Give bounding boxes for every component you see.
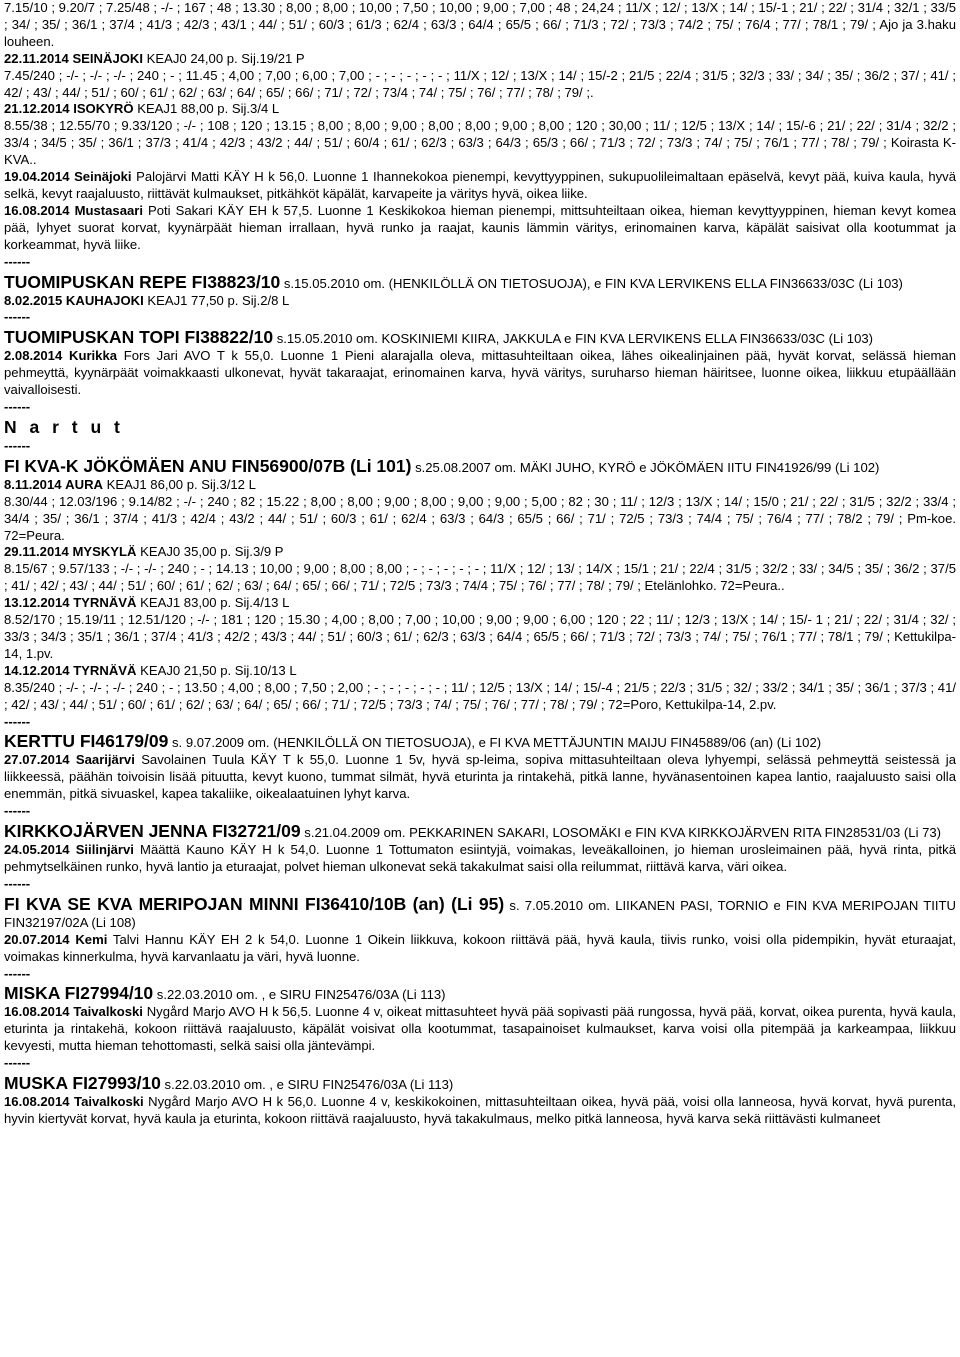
show-place: Taivalkoski: [73, 1004, 143, 1020]
event-date: 22.11.2014: [4, 50, 69, 66]
separator: ------: [4, 713, 31, 729]
show-entry: [4, 169, 956, 203]
event-place: AURA: [65, 476, 103, 492]
dog-header: [4, 1072, 956, 1094]
show-critique: . Luonne 1 5v, hyvä sp-leima, sopiva mittasuhteiltaan oleva lyhyempi, selässä pehmeyttä seistessä ja liikkeessä, päähän toivoisin lisää pituutta, kevyt kuono, tummat silmät, hyvä eturinta ja rintakehä, pitkä lanne, hyvänasentoinen kapea lantio, raajaluusto saisi olla enemmän, pitkä sivuaskel, kapea takaliike, oikealaatuinen lyhyt karva.: [4, 752, 956, 802]
separator: ------: [4, 399, 31, 415]
event-details: KEAJ1 77,50 p. Sij.2/8 L: [143, 292, 290, 308]
show-date: 27.07.2014: [4, 752, 70, 768]
separator: ------: [4, 253, 31, 269]
dog-pedigree: s.25.08.2007 om. MÄKI JUHO, KYRÖ e JÖKÖMÄEN IITU FIN41926/99 (Li 102): [411, 459, 880, 475]
show-judge: Nygård Marjo AVO H k 56,5: [142, 1004, 308, 1020]
show-critique: . Luonne 1 Oikein liikkuva, kokoon riittävä pää, hyvä kaula, tiivis runko, voisi olla pidempikin, hyvät eturaajat, voimakas kinnerkulma, hyvä karvanlaatu ja väri, hyvä luonne.: [4, 931, 956, 964]
results-line: 8.35/240 ; -/- ; -/- ; -/- ; 240 ; - ; 13.50 ; 4,00 ; 8,00 ; 7,50 ; 2,00 ; - ; - ; - ; - ; - ; 11/ ; 12/5 ; 13/X ; 14/ ; 15/-4 ; 21/5 ; 22/3 ; 31/5 ; 32/ ; 33/2 ; 34/1 ; 35/ ; 36/1 ; 37/3 ; 41/ ; 42/ ; 43/ ; 44/ ; 51/ ; 60/ ; 61/ ; 62/ ; 63/ ; 64/ ; 65/ ; 66/ ; 71/ ; 72/5 ; 73/3 ; 74/ ; 75/ ; 76/ ; 77/ ; 78/ ; 79/ ; 72=Poro, Kettukilpa-14, 2.pv.: [4, 679, 956, 712]
event-place: TYRNÄVÄ: [73, 595, 137, 611]
dog-pedigree: s.15.05.2010 om. KOSKINIEMI KIIRA, JAKKULA e FIN KVA LERVIKENS ELLA FIN36633/03C (Li 103): [273, 331, 873, 347]
show-judge: Fors Jari AVO T k 55,0: [117, 348, 271, 364]
event-place: TYRNÄVÄ: [73, 662, 137, 678]
show-entry: [4, 842, 956, 876]
show-judge: Määttä Kauno KÄY H k 54,0: [133, 842, 317, 858]
event-place: KAUHAJOKI: [65, 292, 144, 308]
show-date: 24.05.2014: [4, 842, 70, 858]
show-entry: [4, 1094, 956, 1128]
event-date: 8.11.2014: [4, 476, 62, 492]
show-critique: . Luonne 1 Keskikokoa hieman pienempi, mittsuhteiltaan oikea, hieman kevyttyyppinen, hieman kevyt komea pää, lyhyet suorat korvat, kyynärpäät hieman irrallaan, hyvä runko ja raajat, kaunis lämmin väritys, erinomainen karva, käpälät saisivat olla kootummat ja korkeammat, hyvä liike.: [4, 202, 956, 252]
dog-header: [4, 455, 956, 477]
show-date: 20.07.2014: [4, 931, 70, 947]
show-place: Siilinjärvi: [75, 842, 134, 858]
results-line: 8.55/38 ; 12.55/70 ; 9.33/120 ; -/- ; 108 ; 120 ; 13.15 ; 8,00 ; 8,00 ; 9,00 ; 8,00 ; 8,00 ; 9,00 ; 8,00 ; 120 ; 30,00 ; 11/ ; 12/5 ; 13/X ; 14/ ; 15/-6 ; 21/ ; 22/ ; 31/4 ; 32/2 ; 33/4 ; 34/5 ; 35/ ; 36/1 ; 37/3 ; 41/4 ; 42/3 ; 43/2 ; 44/ ; 51/ ; 60/4 ; 61/ ; 62/3 ; 63/3 ; 64/3 ; 65/3 ; 66/ ; 71/3 ; 72/ ; 73/3 ; 74/ ; 75/ ; 76/1 ; 77/ ; 78/ ; 79/ ; Koirasta K-KVA..: [4, 118, 956, 168]
show-critique: . Luonne 4 v, oikeat mittasuhteet hyvä pää sopivasti pää rungossa, hyvä pää, korvat, oikea purenta, hyvä kaula, eturinta ja rintakehä, kokoon riittävä raajaluusto, käpälät voisivat olla kootummat, tasapainoiset kulmaukset, karva voisi olla pitempää ja karkeampaa, liikkuu kevyesti, mutta hieman tehottomasti, selkä saisi olla jäntevämpi.: [4, 1004, 956, 1054]
show-critique: . Luonne 4 v, keskikokoinen, mittasuhteiltaan oikea, hyvä pää, voisi olla lanneosa, hyvä korvat, hyvä purenta, hyvin kiertyvät korvat, hyvä kaula ja eturinta, kokoon riittävä raajaluusto, hyvä takakulmaus, melko pitkä lanneosa, hyvä karva sekä riittävästi kulmaneet: [4, 1094, 956, 1126]
dog-name: MISKA FI27994/10: [4, 983, 154, 1004]
show-place: Seinäjoki: [74, 169, 132, 185]
show-date: 2.08.2014: [4, 348, 63, 364]
show-place: Taivalkoski: [74, 1094, 144, 1110]
dog-pedigree: s.22.03.2010 om. , e SIRU FIN25476/03A (Li 113): [153, 987, 446, 1003]
event-date: 21.12.2014: [4, 101, 70, 117]
dog-pedigree: s. 9.07.2009 om. (HENKILÖLLÄ ON TIETOSUOJA), e FI KVA METTÄJUNTIN MAIJU FIN45889/06 (an) (Li 102): [168, 735, 822, 751]
show-critique: . Luonne 1 Tottumaton esiintyjä, voimakas, leveäkalloinen, jo hieman urosleimainen pää, hyvä rinta, pitkä pehmytselkäinen runko, hyvä lantio ja eturaajat, polvet hieman ulkonevat sekä takakulmat saisi olla reilummat, riittävä karva, väri oikea.: [4, 842, 956, 874]
event-details: KEAJ0 35,00 p. Sij.3/9 P: [136, 544, 284, 560]
event-line: [4, 595, 956, 612]
event-line: [4, 477, 956, 494]
dog-name: FI KVA-K JÖKÖMÄEN ANU FIN56900/07B (Li 101): [4, 455, 412, 476]
separator: ------: [4, 1055, 31, 1071]
dog-name: TUOMIPUSKAN TOPI FI38822/10: [4, 327, 274, 348]
section-title: N a r t u t: [4, 416, 124, 437]
results-line: 8.30/44 ; 12.03/196 ; 9.14/82 ; -/- ; 240 ; 82 ; 15.22 ; 8,00 ; 8,00 ; 9,00 ; 8,00 ; 9,00 ; 9,00 ; 5,00 ; 82 ; 30 ; 11/ ; 12/3 ; 13/X ; 14/ ; 15/0 ; 21/ ; 22/ ; 31/5 ; 32/2 ; 33/4 ; 34/4 ; 35/ ; 36/1 ; 37/4 ; 41/3 ; 42/4 ; 43/2 ; 44/ ; 51/ ; 60/3 ; 61/ ; 62/4 ; 63/3 ; 64/3 ; 65/5 ; 66/ ; 71/ ; 72/5 ; 73/3 ; 74/4 ; 75/ ; 76/4 ; 77/ ; 78/2 ; 79/ ; Pm-koe. 72=Peura.: [4, 493, 956, 543]
event-date: 13.12.2014: [4, 595, 70, 611]
event-details: KEAJ1 88,00 p. Sij.3/4 L: [133, 101, 280, 117]
separator: ------: [4, 437, 31, 453]
show-entry: [4, 348, 956, 399]
event-details: KEAJ1 86,00 p. Sij.3/12 L: [103, 476, 256, 492]
show-entry: [4, 932, 956, 966]
dog-name: FI KVA SE KVA MERIPOJAN MINNI FI36410/10B (an) (Li 95): [4, 893, 505, 914]
dog-header: [4, 730, 956, 752]
event-line: [4, 544, 956, 561]
results-line: 8.52/170 ; 15.19/11 ; 12.51/120 ; -/- ; 181 ; 120 ; 15.30 ; 4,00 ; 8,00 ; 7,00 ; 10,00 ; 9,00 ; 9,00 ; 6,00 ; 120 ; 22 ; 11/ ; 12/3 ; 13/X ; 14/ ; 15/- 1 ; 21/ ; 22/ ; 31/4 ; 32/ ; 33/3 ; 34/3 ; 35/1 ; 36/1 ; 37/4 ; 41/3 ; 42/2 ; 43/3 ; 44/ ; 51/ ; 60/3 ; 61/ ; 62/3 ; 63/3 ; 64/4 ; 65/5 ; 66/ ; 71/3 ; 72/ ; 73/3 ; 74/ ; 75/ ; 76/1 ; 77/ ; 78/1 ; 79/ ; Kettukilpa-14, 1.pv.: [4, 612, 956, 661]
dog-header: [4, 893, 956, 932]
dog-header: [4, 326, 956, 348]
event-details: KEAJ1 83,00 p. Sij.4/13 L: [136, 595, 290, 611]
dog-name: KERTTU FI46179/09: [4, 731, 169, 752]
show-judge: Poti Sakari KÄY EH k 57,5: [143, 202, 310, 218]
event-details: KEAJ0 24,00 p. Sij.19/21 P: [143, 50, 305, 66]
dog-pedigree: s.22.03.2010 om. , e SIRU FIN25476/03A (Li 113): [160, 1077, 454, 1093]
show-place: Kurikka: [68, 348, 118, 364]
dog-header: [4, 271, 956, 293]
event-line: [4, 663, 956, 680]
show-judge: Talvi Hannu KÄY EH 2 k 54,0: [107, 931, 296, 947]
show-date: 16.08.2014: [4, 1004, 70, 1020]
separator: ------: [4, 875, 31, 891]
event-line: [4, 293, 956, 310]
dog-pedigree: s.21.04.2009 om. PEKKARINEN SAKARI, LOSOMÄKI e FIN KVA KIRKKOJÄRVEN RITA FIN28531/03 (Li 73): [300, 825, 942, 841]
show-entry: [4, 752, 956, 803]
show-critique: . Luonne 1 Pieni alarajalla oleva, mittasuhteiltaan oikea, lähes oikealinjainen pää, hyvät korvat, selässä hieman pehmeyttä, kyynärpäät voimakkaasti ulkonevat, hyvät takaraajat, erinomainen karva, hyvä väritys, suruharso hieman häiritsee, luonne oikea, liikkuu etupäällään vaivalloisesti.: [4, 348, 956, 398]
show-judge: Savolainen Tuula KÄY T k 55,0: [134, 752, 336, 768]
event-place: SEINÄJOKI: [72, 50, 144, 66]
dog-pedigree: s. 7.05.2010 om. LIIKANEN PASI, TORNIO e FIN KVA MERIPOJAN TIITU FIN32197/02A (Li 108): [4, 897, 956, 930]
event-date: 14.12.2014: [4, 662, 70, 678]
show-date: 16.08.2014: [4, 202, 70, 218]
event-details: KEAJ0 21,50 p. Sij.10/13 L: [136, 662, 297, 678]
dog-name: KIRKKOJÄRVEN JENNA FI32721/09: [4, 821, 301, 842]
dog-header: [4, 982, 956, 1004]
show-judge: Palojärvi Matti KÄY H k 56,0: [131, 169, 305, 185]
show-date: 16.08.2014: [4, 1094, 70, 1110]
show-judge: Nygård Marjo AVO H k 56,0: [143, 1094, 314, 1110]
event-line: [4, 101, 956, 118]
event-place: MYSKYLÄ: [72, 544, 137, 560]
show-place: Kemi: [75, 931, 108, 947]
event-line: [4, 51, 956, 68]
dog-name: TUOMIPUSKAN REPE FI38823/10: [4, 271, 281, 292]
show-place: Mustasaari: [74, 202, 143, 218]
dog-name: MUSKA FI27993/10: [4, 1073, 161, 1094]
event-place: ISOKYRÖ: [73, 101, 134, 117]
show-critique: . Luonne 1 Ihannekokoa pienempi, kevyttyyppinen, sukupuolileimaltaan epäselvä, kevyt pää, kuiva kaula, hyvä selkä, kevyt raajaluusto, riittävät kulmaukset, pitkähköt käpälät, karvapeite ja väritys hyvä, oikea liike.: [4, 169, 956, 201]
results-line: 7.15/10 ; 9.20/7 ; 7.25/48 ; -/- ; 167 ; 48 ; 13.30 ; 8,00 ; 8,00 ; 10,00 ; 7,50 ; 10,00 ; 9,00 ; 7,00 ; 48 ; 24,24 ; 11/X ; 12/ ; 13/X ; 14/ ; 15/-1 ; 21/ ; 22/ ; 31/4 ; 32/1 ; 33/5 ; 34/ ; 35/ ; 36/1 ; 37/4 ; 41/3 ; 42/3 ; 43/1 ; 44/ ; 51/ ; 60/3 ; 61/3 ; 62/4 ; 63/3 ; 64/4 ; 65/5 ; 66/ ; 71/3 ; 72/ ; 73/3 ; 74/2 ; 75/ ; 76/4 ; 77/ ; 78/1 ; 79/ ; Ajo ja 3.haku louheen.: [4, 0, 956, 49]
dog-header: [4, 820, 956, 842]
show-place: Saarijärvi: [75, 752, 135, 768]
separator: ------: [4, 803, 31, 819]
show-date: 19.04.2014: [4, 169, 70, 185]
separator: ------: [4, 965, 31, 981]
results-line: 8.15/67 ; 9.57/133 ; -/- ; -/- ; 240 ; - ; 14.13 ; 10,00 ; 9,00 ; 8,00 ; 8,00 ; - ; - ; - ; - ; - ; 11/X ; 12/ ; 13/ ; 14/X ; 15/1 ; 21/ ; 22/4 ; 31/5 ; 32/2 ; 33/ ; 34/5 ; 35/ ; 36/2 ; 37/5 ; 41/ ; 42/ ; 43/ ; 44/ ; 51/ ; 60/ ; 61/ ; 62/ ; 63/ ; 64/ ; 65/ ; 66/ ; 71/ ; 72/5 ; 73/3 ; 74/4 ; 75/ ; 76/ ; 77/ ; 78/ ; 79/ ; Etelänlohko. 72=Peura..: [4, 561, 956, 594]
separator: ------: [4, 309, 31, 325]
dog-pedigree: s.15.05.2010 om. (HENKILÖLLÄ ON TIETOSUOJA), e FIN KVA LERVIKENS ELLA FIN36633/03C (Li 103): [280, 275, 903, 291]
show-entry: [4, 1004, 956, 1055]
show-entry: [4, 203, 956, 254]
event-date: 8.02.2015: [4, 292, 63, 308]
results-line: 7.45/240 ; -/- ; -/- ; -/- ; 240 ; - ; 11.45 ; 4,00 ; 7,00 ; 6,00 ; 7,00 ; - ; - ; - ; - ; - ; 11/X ; 12/ ; 13/X ; 14/ ; 15/-2 ; 21/5 ; 22/4 ; 31/5 ; 32/3 ; 33/ ; 34/ ; 35/ ; 36/2 ; 37/ ; 41/ ; 42/ ; 43/ ; 44/ ; 51/ ; 60/ ; 61/ ; 62/ ; 63/ ; 64/ ; 65/ ; 66/ ; 71/ ; 72/ ; 73/4 ; 74/ ; 75/ ; 76/ ; 77/ ; 78/ ; 79/ ;.: [4, 67, 956, 100]
event-date: 29.11.2014: [4, 544, 69, 560]
